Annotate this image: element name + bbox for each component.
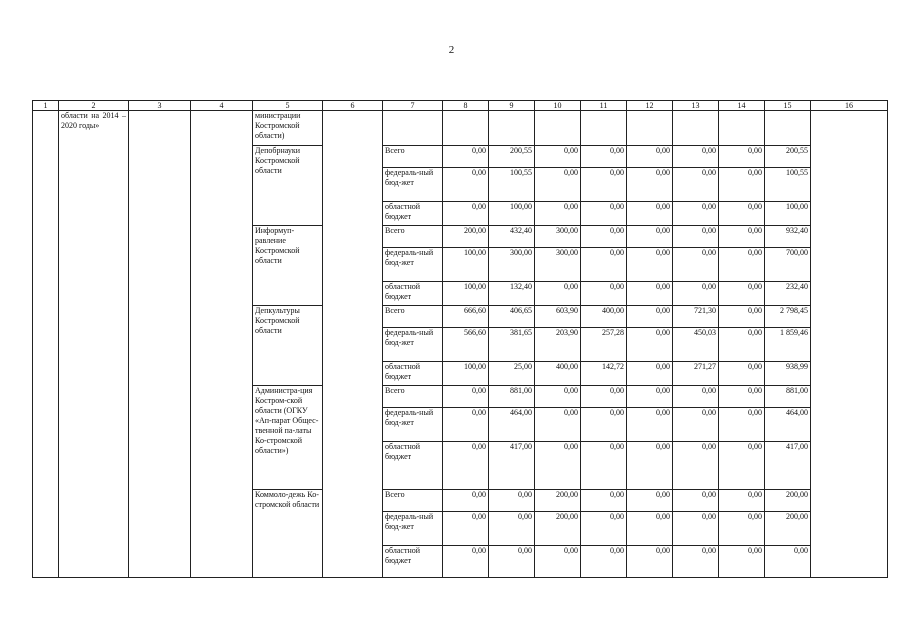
value-cell: 0,00 [581,168,627,202]
value-cell: 603,90 [535,306,581,328]
column-header: 9 [489,101,535,111]
value-cell: 406,65 [489,306,535,328]
source-cell: Всего [383,226,443,248]
column-header: 6 [323,101,383,111]
value-cell: 0,00 [719,546,765,578]
org-cell: Администра-ция Костром-ской области (ОГКУ «Ап-парат Общес-твенной па-латы Ко-стромской области») [253,386,323,490]
value-cell: 881,00 [765,386,811,408]
value-cell: 0,00 [673,202,719,226]
value-cell: 0,00 [535,386,581,408]
cell-col1 [33,111,59,578]
value-cell: 0,00 [535,202,581,226]
source-cell: Всего [383,146,443,168]
source-cell: областной бюджет [383,202,443,226]
value-cell: 200,00 [443,226,489,248]
value-cell: 0,00 [719,442,765,490]
value-cell: 0,00 [719,202,765,226]
source-cell: Всего [383,306,443,328]
value-cell: 2 798,45 [765,306,811,328]
value-cell: 271,27 [673,362,719,386]
value-cell: 417,00 [489,442,535,490]
value-cell: 381,65 [489,328,535,362]
value-cell: 0,00 [627,490,673,512]
value-cell [581,111,627,146]
value-cell: 0,00 [443,386,489,408]
org-cell: Депкультуры Костромской области [253,306,323,386]
value-cell: 0,00 [443,146,489,168]
cell-col3 [129,111,191,578]
value-cell: 464,00 [489,408,535,442]
value-cell: 0,00 [719,306,765,328]
org-cell: Депобрнауки Костромской области [253,146,323,226]
value-cell: 881,00 [489,386,535,408]
source-cell: Всего [383,386,443,408]
value-cell: 0,00 [627,226,673,248]
value-cell: 0,00 [581,202,627,226]
value-cell: 0,00 [719,248,765,282]
value-cell: 100,00 [443,282,489,306]
value-cell: 0,00 [489,512,535,546]
value-cell: 142,72 [581,362,627,386]
value-cell: 450,03 [673,328,719,362]
value-cell: 0,00 [443,512,489,546]
value-cell: 300,00 [535,248,581,282]
value-cell: 0,00 [581,512,627,546]
column-header: 13 [673,101,719,111]
column-header: 2 [59,101,129,111]
value-cell: 0,00 [673,226,719,248]
value-cell: 0,00 [443,442,489,490]
value-cell: 0,00 [535,408,581,442]
value-cell: 0,00 [627,168,673,202]
value-cell: 0,00 [581,546,627,578]
value-cell: 0,00 [719,408,765,442]
column-header: 7 [383,101,443,111]
source-cell: федераль-ный бюд-жет [383,512,443,546]
column-header: 14 [719,101,765,111]
value-cell: 0,00 [581,226,627,248]
value-cell: 417,00 [765,442,811,490]
source-cell: Всего [383,490,443,512]
value-cell: 0,00 [673,408,719,442]
column-header: 11 [581,101,627,111]
value-cell: 100,55 [489,168,535,202]
value-cell: 0,00 [627,408,673,442]
value-cell: 0,00 [581,146,627,168]
value-cell: 0,00 [443,490,489,512]
value-cell: 0,00 [535,146,581,168]
value-cell: 100,00 [443,362,489,386]
value-cell: 932,40 [765,226,811,248]
value-cell: 0,00 [581,408,627,442]
value-cell: 203,90 [535,328,581,362]
value-cell: 100,00 [443,248,489,282]
value-cell: 200,00 [535,490,581,512]
value-cell: 666,60 [443,306,489,328]
value-cell: 0,00 [443,546,489,578]
value-cell [535,111,581,146]
value-cell: 0,00 [581,282,627,306]
value-cell: 0,00 [489,490,535,512]
column-header: 4 [191,101,253,111]
value-cell: 132,40 [489,282,535,306]
source-cell: федераль-ный бюд-жет [383,168,443,202]
value-cell [627,111,673,146]
cell-col4 [191,111,253,578]
value-cell: 0,00 [627,146,673,168]
value-cell: 200,00 [765,512,811,546]
value-cell: 0,00 [581,386,627,408]
source-cell [383,111,443,146]
value-cell: 0,00 [719,168,765,202]
source-cell: областной бюджет [383,282,443,306]
value-cell: 938,99 [765,362,811,386]
value-cell: 432,40 [489,226,535,248]
value-cell: 0,00 [627,512,673,546]
value-cell: 100,55 [765,168,811,202]
value-cell: 0,00 [673,248,719,282]
value-cell: 0,00 [673,512,719,546]
column-header: 3 [129,101,191,111]
value-cell: 300,00 [489,248,535,282]
value-cell: 0,00 [627,306,673,328]
value-cell: 0,00 [719,146,765,168]
value-cell: 0,00 [673,146,719,168]
value-cell: 0,00 [719,386,765,408]
value-cell: 0,00 [581,442,627,490]
value-cell: 1 859,46 [765,328,811,362]
value-cell: 0,00 [535,442,581,490]
column-header: 16 [811,101,888,111]
value-cell: 0,00 [719,226,765,248]
source-cell: федераль-ный бюд-жет [383,408,443,442]
value-cell [719,111,765,146]
cell-col6 [323,111,383,578]
value-cell: 300,00 [535,226,581,248]
value-cell: 100,00 [489,202,535,226]
value-cell: 0,00 [719,490,765,512]
value-cell [765,111,811,146]
value-cell: 0,00 [719,282,765,306]
value-cell [489,111,535,146]
org-cell: Коммоло-дежь Ко-стромской области [253,490,323,578]
value-cell: 0,00 [489,546,535,578]
org-cell: министрации Костромской области) [253,111,323,146]
value-cell: 566,60 [443,328,489,362]
value-cell: 0,00 [673,168,719,202]
value-cell: 0,00 [581,490,627,512]
value-cell: 200,55 [765,146,811,168]
value-cell: 0,00 [627,282,673,306]
value-cell: 200,55 [489,146,535,168]
value-cell: 0,00 [765,546,811,578]
source-cell: областной бюджет [383,442,443,490]
program-name-cell: области на 2014 – 2020 годы» [59,111,129,578]
column-header: 10 [535,101,581,111]
value-cell: 0,00 [627,386,673,408]
org-cell: Информуп-равление Костромской области [253,226,323,306]
budget-table [32,100,888,578]
value-cell: 0,00 [673,386,719,408]
value-cell: 0,00 [673,282,719,306]
value-cell: 700,00 [765,248,811,282]
column-header: 8 [443,101,489,111]
value-cell: 232,40 [765,282,811,306]
source-cell: областной бюджет [383,546,443,578]
value-cell: 25,00 [489,362,535,386]
value-cell: 0,00 [627,328,673,362]
value-cell: 0,00 [627,546,673,578]
value-cell: 0,00 [443,202,489,226]
column-header: 1 [33,101,59,111]
page-number: 2 [448,44,455,56]
value-cell: 0,00 [673,546,719,578]
value-cell: 0,00 [627,442,673,490]
value-cell: 0,00 [443,168,489,202]
header-row [33,101,888,111]
source-cell: федераль-ный бюд-жет [383,248,443,282]
value-cell: 721,30 [673,306,719,328]
value-cell: 0,00 [535,282,581,306]
source-cell: федераль-ный бюд-жет [383,328,443,362]
value-cell: 400,00 [535,362,581,386]
value-cell: 0,00 [443,408,489,442]
value-cell: 0,00 [719,328,765,362]
value-cell: 0,00 [719,362,765,386]
value-cell: 0,00 [535,546,581,578]
column-header: 15 [765,101,811,111]
cell-col16 [811,111,888,578]
value-cell: 0,00 [627,202,673,226]
value-cell: 0,00 [627,362,673,386]
value-cell: 0,00 [719,512,765,546]
column-header: 5 [253,101,323,111]
value-cell: 257,28 [581,328,627,362]
value-cell: 200,00 [765,490,811,512]
table-row [33,111,888,146]
column-header: 12 [627,101,673,111]
value-cell [443,111,489,146]
value-cell: 464,00 [765,408,811,442]
value-cell [673,111,719,146]
value-cell: 0,00 [673,490,719,512]
value-cell: 0,00 [673,442,719,490]
value-cell: 0,00 [627,248,673,282]
value-cell: 0,00 [581,248,627,282]
value-cell: 400,00 [581,306,627,328]
value-cell: 100,00 [765,202,811,226]
source-cell: областной бюджет [383,362,443,386]
value-cell: 200,00 [535,512,581,546]
value-cell: 0,00 [535,168,581,202]
